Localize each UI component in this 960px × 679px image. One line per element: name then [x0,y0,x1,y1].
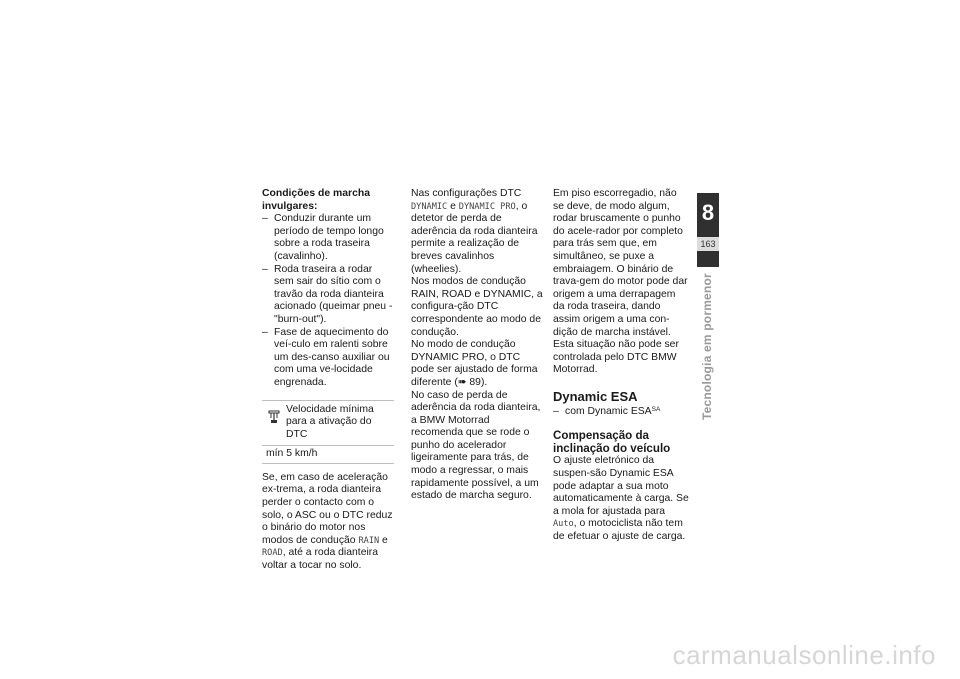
list-item: – Roda traseira a rodar sem sair do sítio com o travão da roda dianteira acionado (queimar pneu - "burn-out"). [262,264,394,327]
conditions-list [262,213,394,389]
paragraph: No modo de condução DYNAMIC PRO, o DTC pode ser ajustado de forma diferente (➠ 89). [411,339,538,388]
watermark: carmanualsonline.info [672,640,936,670]
dtc-tool-icon [262,404,286,424]
column-middle [411,188,543,503]
paragraph: Nos modos de condução RAIN, ROAD e DYNAMIC, a configura-ção DTC correspondente ao modo de condução. [411,276,543,338]
equipment-list [553,406,689,419]
page-number: 163 [697,237,719,251]
paragraph: No caso de perda de aderência da roda dianteira, a BMW Motorrad recomenda que se rode o punho do acelerador ligeiramente para trás, de modo a regressar, o mais rapidamente possível, a um estado de marcha seguro. [411,389,541,502]
section-title: Dynamic ESA [553,388,638,404]
subsection-title: Compensação da inclinação do veículo [553,428,671,455]
column-left [262,188,394,573]
spec-value: mín 5 km/h [262,446,394,464]
chapter-side-title: Tecnologia em pormenor [700,273,714,420]
list-item: – com Dynamic $ESA^{SA}$ [553,406,689,419]
spec-label: Velocidade mínima para a ativação do DTC [286,403,374,440]
page-reference-arrow-icon: ➠ [457,376,467,388]
chapter-number: 8 [701,200,715,225]
paragraph: Se, em caso de aceleração ex-trema, a roda dianteira perder o contacto com o solo, o ASC ou o DTC reduz o binário do motor nos modos de condução RAIN e ROAD, até a roda dianteira voltar a tocar no solo. [262,471,393,572]
section-heading: Condições de marcha invulgares: [262,188,370,212]
list-item: – Conduzir durante um período de tempo longo sobre a roda traseira (cavalinho). [262,213,394,263]
list-item: – Fase de aquecimento do veí-culo em ralenti sobre um des-canso auxiliar ou com uma ve-locidade engrenada. [262,327,394,390]
paragraph: Nas configurações DTC DYNAMIC e DYNAMIC PRO, o detetor de perda de aderência da roda dianteira permite a realização de breves cavalinhos (wheelies). [411,188,538,275]
chapter-tab [697,193,719,267]
spec-box [262,400,394,464]
paragraph: Em piso escorregadio, não se deve, de modo algum, rodar bruscamente o punho do acele-rador por completo para trás sem que, em simultâneo, se puxe a embraiagem. O binário de trava-gem do motor pode dar origem a uma derrapagem da roda traseira, dando assim origem a uma con-dição de marcha instável. Esta situação não pode ser controlada pelo DTC BMW Motorrad. [553,188,688,376]
paragraph: O ajuste eletrónico da suspen-são Dynamic ESA pode adaptar a sua moto automaticamente à carga. Se a mola for ajustada para Auto, o motociclista não tem de efetuar o ajuste de carga. [553,455,689,542]
column-right [553,188,689,543]
